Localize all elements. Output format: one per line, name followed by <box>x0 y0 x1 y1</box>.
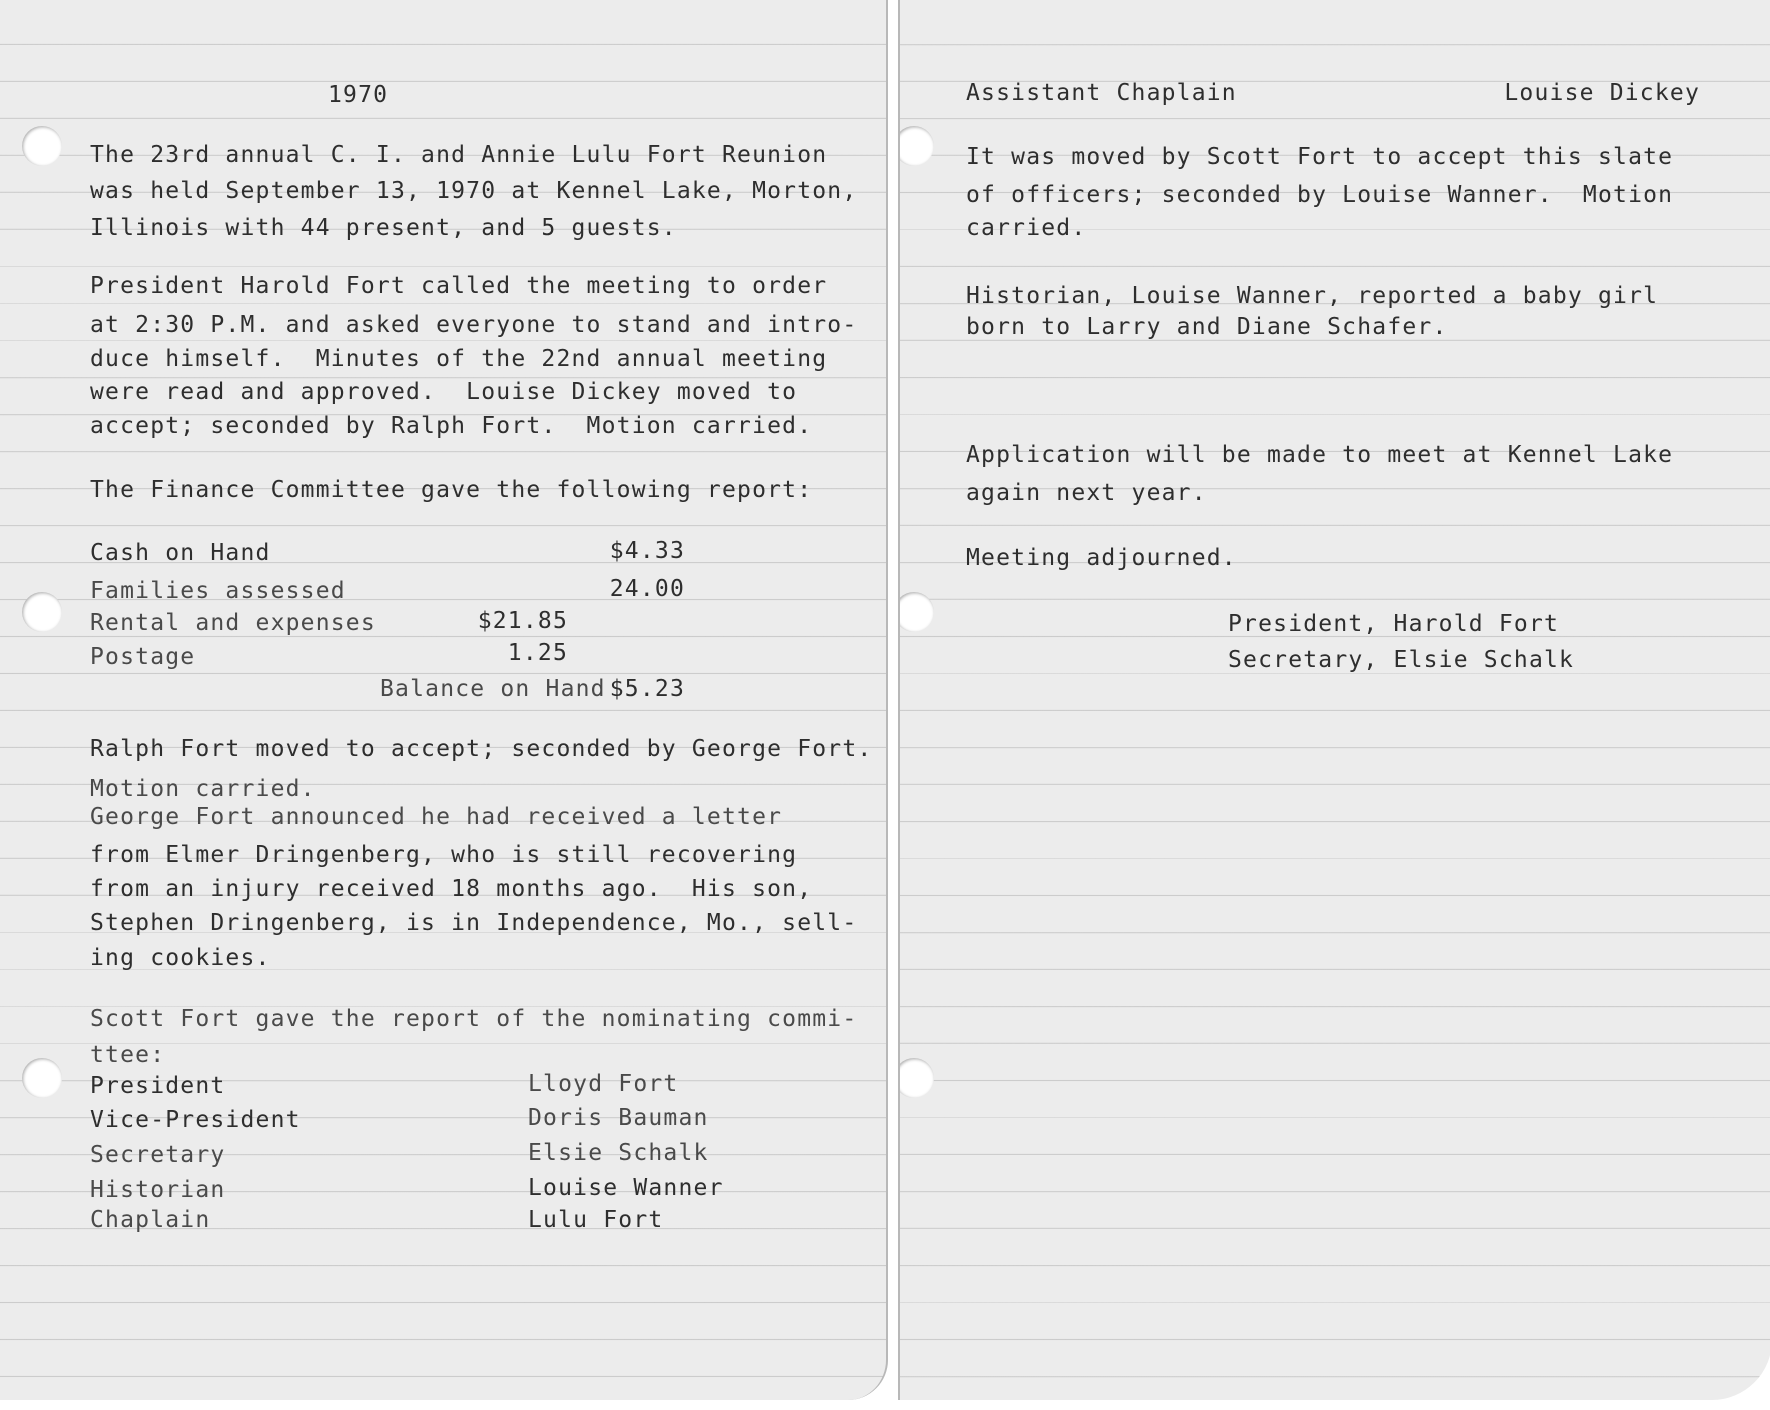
finance-intro: The Finance Committee gave the following report: <box>90 477 813 503</box>
letter-line: George Fort announced he had received a letter <box>90 804 783 830</box>
officer-role: President <box>90 1073 226 1099</box>
binder-hole <box>898 592 934 632</box>
slate-motion-line: carried. <box>966 215 1087 241</box>
binder-hole <box>898 1058 934 1098</box>
binder-hole <box>898 126 934 166</box>
binder-hole <box>22 126 62 166</box>
finance-value: 24.00 <box>609 576 685 602</box>
finance-label: Postage <box>90 644 196 670</box>
slate-motion-line: It was moved by Scott Fort to accept this slate <box>966 144 1674 170</box>
call-to-order-line: accept; seconded by Ralph Fort. Motion carried. <box>90 413 813 439</box>
call-to-order-line: President Harold Fort called the meeting to order <box>90 273 828 299</box>
officer-role: Chaplain <box>90 1207 211 1233</box>
letter-line: Stephen Dringenberg, is in Independence, Mo., sell- <box>90 910 858 936</box>
left-page <box>0 0 888 1400</box>
call-to-order-line: duce himself. Minutes of the 22nd annual meeting <box>90 346 828 372</box>
finance-value: $4.33 <box>609 538 685 564</box>
call-to-order-line: at 2:30 P.M. and asked everyone to stand and intro- <box>90 312 858 338</box>
slate-motion-line: of officers; seconded by Louise Wanner. Motion <box>966 182 1674 208</box>
finance-motion-line: Motion carried. <box>90 776 316 802</box>
nominating-line: Scott Fort gave the report of the nominating commi- <box>90 1006 858 1032</box>
right-page <box>898 0 1770 1400</box>
nominating-line: ttee: <box>90 1042 166 1068</box>
page-year: 1970 <box>328 82 389 108</box>
finance-balance-label: Balance on Hand <box>380 676 606 702</box>
officer-name: Lloyd Fort <box>528 1071 679 1097</box>
intro-line: Illinois with 44 present, and 5 guests. <box>90 215 677 241</box>
binder-hole <box>22 592 62 632</box>
officer-name: Doris Bauman <box>528 1105 709 1131</box>
officer-role: Secretary <box>90 1142 226 1168</box>
finance-label: Rental and expenses <box>90 610 376 636</box>
finance-label: Families assessed <box>90 578 346 604</box>
finance-value: 1.25 <box>507 640 568 666</box>
letter-line: ing cookies. <box>90 945 271 971</box>
historian-line: Historian, Louise Wanner, reported a baby girl <box>966 283 1659 309</box>
officer-name: Louise Wanner <box>528 1175 724 1201</box>
application-line: Application will be made to meet at Kennel Lake <box>966 442 1674 468</box>
signature-line: Secretary, Elsie Schalk <box>1228 647 1575 673</box>
officer-role: Vice-President <box>90 1107 301 1133</box>
intro-line: was held September 13, 1970 at Kennel Lake, Morton, <box>90 178 858 204</box>
finance-motion-line: Ralph Fort moved to accept; seconded by George Fort. <box>90 736 873 762</box>
officer-name: Elsie Schalk <box>528 1140 709 1166</box>
historian-line: born to Larry and Diane Schafer. <box>966 314 1448 340</box>
call-to-order-line: were read and approved. Louise Dickey moved to <box>90 379 798 405</box>
finance-value: $21.85 <box>477 608 568 634</box>
finance-label: Cash on Hand <box>90 540 271 566</box>
signature-line: President, Harold Fort <box>1228 611 1560 637</box>
meeting-adjourned: Meeting adjourned. <box>966 545 1237 571</box>
application-line: again next year. <box>966 480 1207 506</box>
officer-role: Historian <box>90 1177 226 1203</box>
letter-line: from Elmer Dringenberg, who is still recovering <box>90 842 798 868</box>
finance-balance-value: $5.23 <box>609 676 685 702</box>
officer-role: Assistant Chaplain <box>966 80 1237 106</box>
letter-line: from an injury received 18 months ago. His son, <box>90 876 813 902</box>
binder-hole <box>22 1058 62 1098</box>
officer-name: Lulu Fort <box>528 1207 664 1233</box>
intro-line: The 23rd annual C. I. and Annie Lulu Fort Reunion <box>90 142 828 168</box>
officer-name: Louise Dickey <box>1504 80 1700 106</box>
